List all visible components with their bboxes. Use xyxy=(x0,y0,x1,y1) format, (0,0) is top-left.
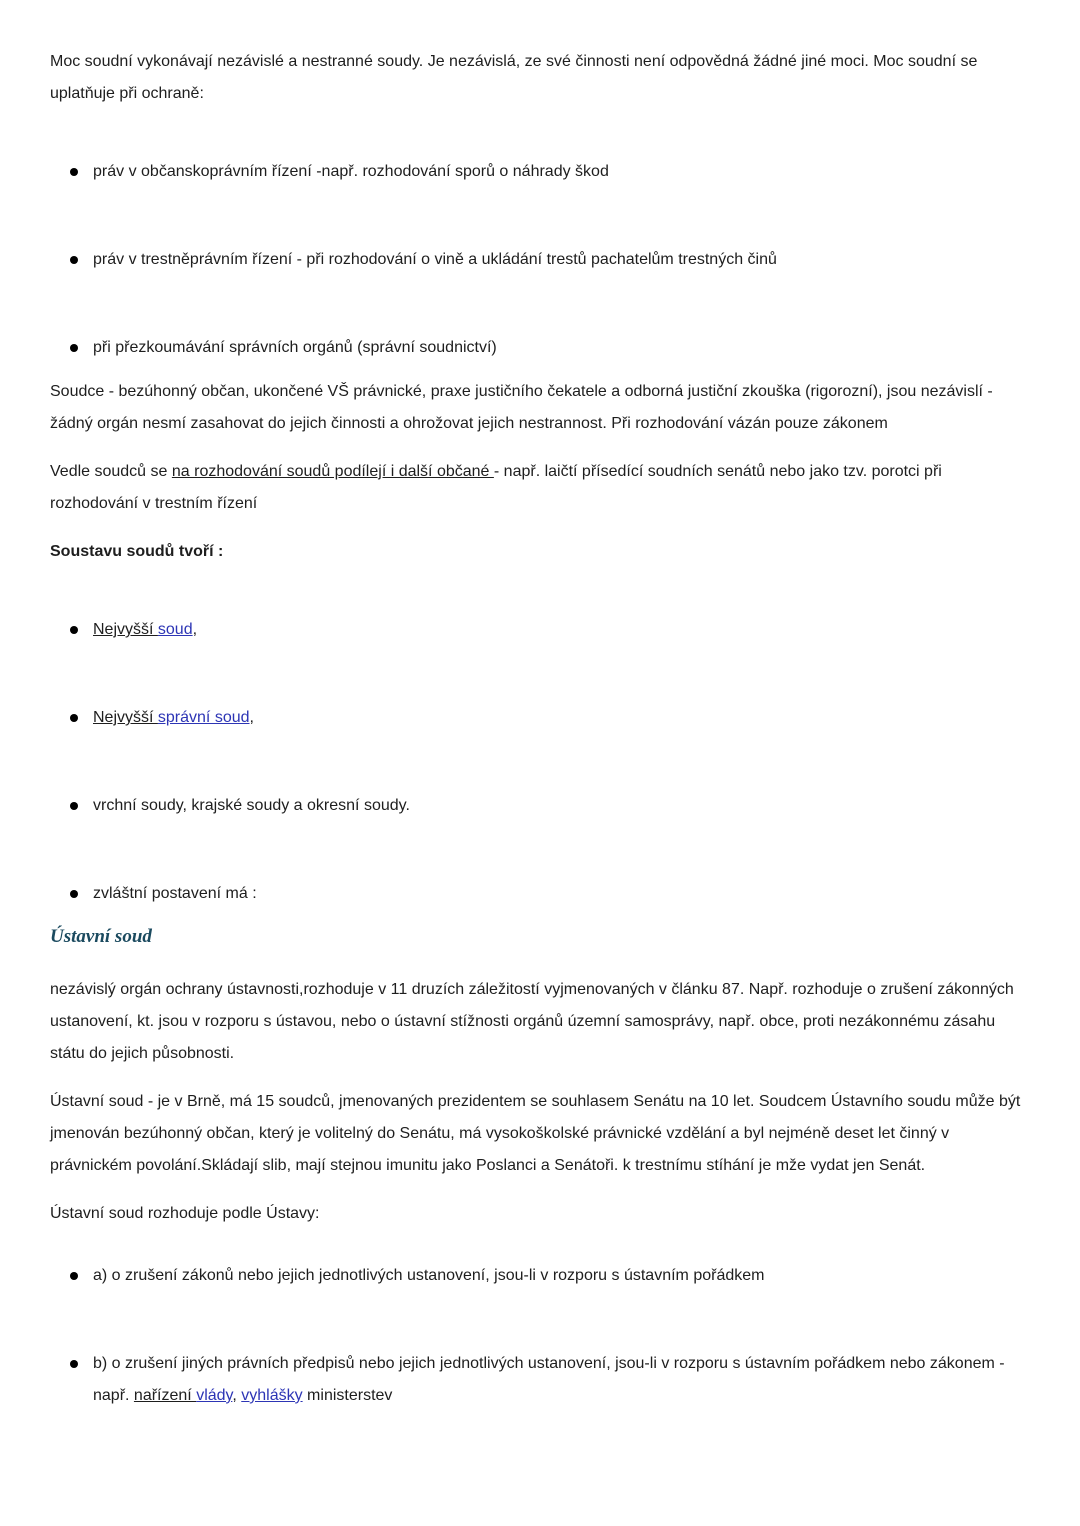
list-item-text xyxy=(93,621,197,638)
bullet-icon xyxy=(70,714,78,722)
list-item xyxy=(50,790,1025,822)
underlined-phrase: na rozhodování soudů podílejí i další občané xyxy=(171,463,494,480)
supreme-admin-court-label: Nejvyšší xyxy=(93,709,158,726)
bullet-icon xyxy=(70,1360,78,1368)
comma-text: , xyxy=(192,621,198,638)
system-heading: Soustavu soudů tvoří : xyxy=(50,543,224,560)
bullet-icon xyxy=(70,626,78,634)
list-item-text: práv v trestněprávním řízení - při rozhodování o vině a ukládání trestů pachatelům trestných činů xyxy=(93,251,777,268)
constitutional-detail-paragraph: Ústavní soud - je v Brně, má 15 soudců, jmenovaných prezidentem se souhlasem Senátu na 10 let. Soudcem Ústavního soudu může být jmenován bezúhonný občan, který je volitelný do Senátu, má vysokoškolské právnické vzdělání a byl nejméně deset let činný v právnickém povolání.Skládají slib, mají stejnou imunitu jako Poslanci a Senátoři. k trestnímu stíhání je mže vydat jen Senát. xyxy=(50,1093,1021,1174)
list-item-text: a) o zrušení zákonů nebo jejich jednotlivých ustanovení, jsou-li v rozporu s ústavním pořádkem xyxy=(93,1267,765,1284)
list-item-text xyxy=(93,709,254,726)
citizens-paragraph xyxy=(50,456,1025,520)
court-list xyxy=(50,614,1025,910)
list-item-text: práv v občanskoprávním řízení -např. rozhodování sporů o náhrady škod xyxy=(93,163,609,180)
narizeni-underlined: nařízení xyxy=(133,1387,197,1404)
bullet-icon xyxy=(70,890,78,898)
list-item xyxy=(50,1260,1025,1292)
comma-text: , xyxy=(249,709,254,726)
decision-b-text-post: ministerstev xyxy=(302,1387,393,1404)
list-item xyxy=(50,244,1025,276)
narizeni-vlady-link[interactable]: vlády xyxy=(196,1387,233,1404)
list-item xyxy=(50,878,1025,910)
constitutional-court-heading: Ústavní soud xyxy=(50,926,152,947)
list-item xyxy=(50,702,1025,734)
constitutional-desc-paragraph: nezávislý orgán ochrany ústavnosti,rozhoduje v 11 druzích záležitostí vyjmenovaných v článku 87. Např. rozhoduje o zrušení zákonných ustanovení, kt. jsou v rozporu s ústavou, nebo o ústavní stížnosti orgánů územní samosprávy, např. obce, proti nezákonnému zásahu státu do jejich působnosti. xyxy=(50,981,1014,1062)
bullet-icon xyxy=(70,256,78,264)
protection-list xyxy=(50,156,1025,364)
list-item xyxy=(50,1348,1025,1412)
bullet-icon xyxy=(70,344,78,352)
list-item-text: zvláštní postavení má : xyxy=(93,885,257,902)
citizens-text-pre: Vedle soudců se xyxy=(50,463,172,480)
list-item xyxy=(50,156,1025,188)
comma-text: , xyxy=(232,1387,242,1404)
decides-intro-paragraph: Ústavní soud rozhoduje podle Ústavy: xyxy=(50,1205,320,1222)
list-item xyxy=(50,614,1025,646)
bullet-icon xyxy=(70,1272,78,1280)
decisions-list xyxy=(50,1260,1025,1412)
supreme-admin-court-link[interactable]: správní soud xyxy=(157,709,250,726)
decision-b-text: b) o zrušení jiných právních předpisů nebo jejich jednotlivých ustanovení, jsou-li v rozporu s ústavním pořádkem nebo zákonem - např. xyxy=(93,1355,1005,1404)
judge-paragraph: Soudce - bezúhonný občan, ukončené VŠ právnické, praxe justičního čekatele a odborná justiční zkouška (rigorozní), jsou nezávislí - žádný orgán nesmí zasahovat do jejich činnosti a ohrožovat jejich nestrannost. Při rozhodování vázán pouze zákonem xyxy=(50,383,993,432)
intro-paragraph: Moc soudní vykonávají nezávislé a nestranné soudy. Je nezávislá, ze své činnosti není odpovědná žádné jiné moci. Moc soudní se uplatňuje při ochraně: xyxy=(50,53,978,102)
list-item xyxy=(50,332,1025,364)
vyhlasky-link[interactable]: vyhlášky xyxy=(241,1387,303,1404)
bullet-icon xyxy=(70,802,78,810)
list-item-text xyxy=(93,1355,1005,1404)
supreme-court-link[interactable]: soud xyxy=(157,621,193,638)
supreme-court-label: Nejvyšší xyxy=(93,621,158,638)
list-item-text: při přezkoumávání správních orgánů (správní soudnictví) xyxy=(93,339,497,356)
citizens-text-post: - např. laičtí přísedící soudních senátů nebo jako tzv. porotci při rozhodování v trestním řízení xyxy=(50,463,942,512)
list-item-text: vrchní soudy, krajské soudy a okresní soudy. xyxy=(93,797,410,814)
bullet-icon xyxy=(70,168,78,176)
